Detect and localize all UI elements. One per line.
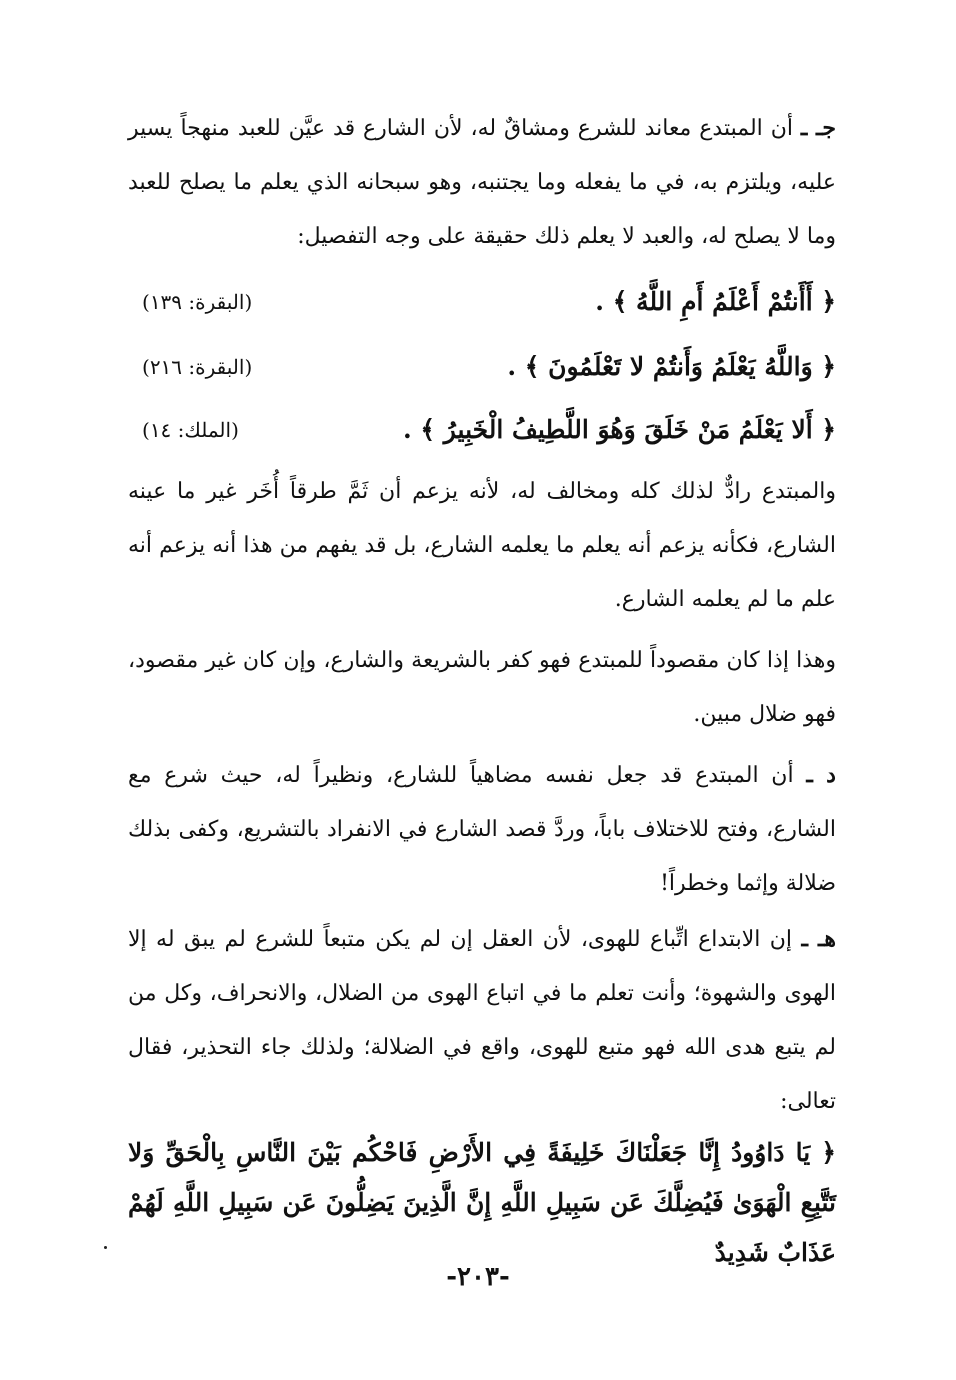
verse-row-1 [128,280,836,324]
verse-row-3 [128,408,836,452]
paragraph-marker-dal: د ـ [806,762,836,788]
paragraph-marker-jeem: جـ ـ [800,115,836,141]
paragraph-marker-ha: هـ ـ [801,926,836,952]
verse-row-2 [128,345,836,389]
verse-reference: (البقرة: ١٣٩) [142,290,253,314]
paragraph-jeem-text: أن المبتدع معاند للشرع ومشاقٌ له، لأن الشارع قد عيَّن للعبد منهجاً يسير عليه، ويلتزم به، في ما يفعله وما يجتنبه، وهو سبحانه الذي يعلم ما يصلح للعبد وما لا يصلح له، والعبد لا يعلم ذلك حقيقة على وجه التفصيل: [128,116,837,249]
paragraph-mubtadi [128,465,836,627]
scan-speck [104,1246,107,1249]
paragraph-hatha [128,634,836,742]
paragraph-jeem [128,101,836,264]
quran-verse: ﴿ وَاللَّهُ يَعْلَمُ وَأَنتُمْ لا تَعْلَمُونَ ﴾ . [507,352,836,381]
paragraph-hatha-text: وهذا إذا كان مقصوداً للمبتدع فهو كفر بالشريعة والشارع، وإن كان غير مقصود، فهو ضلال مبين. [128,648,836,727]
paragraph-dal-text: أن المبتدع قد جعل نفسه مضاهياً للشارع، ونظيراً له، حيث شرع مع الشارع، وفتح للاختلاف باباً، وردَّ قصد الشارع في الانفراد بالتشريع، وكفى بذلك ضلالة وإثما وخطراً! [128,763,836,896]
verse-reference: (البقرة: ٢١٦) [142,355,253,379]
paragraph-dal [128,748,836,911]
quran-verse: ﴿ أَلا يَعْلَمُ مَنْ خَلَقَ وَهُوَ اللَّطِيفُ الْخَبِيرُ ﴾ . [403,415,836,444]
page-number: -٢٠٣- [446,1262,510,1292]
verse-reference: (الملك: ١٤) [142,418,239,442]
closing-quran-verse: ﴿ يَا دَاوُودُ إِنَّا جَعَلْنَاكَ خَلِيفَةً فِي الأَرْضِ فَاحْكُم بَيْنَ النَّاسِ بِالْحَقِّ وَلا تَتَّبِعِ الْهَوَىٰ فَيُضِلَّكَ عَن سَبِيلِ اللَّهِ إِنَّ الَّذِينَ يَضِلُّونَ عَن سَبِيلِ اللَّهِ لَهُمْ عَذَابٌ شَدِيدٌ [128,1138,836,1267]
paragraph-ha-text: إن الابتداع اتِّباع للهوى، لأن العقل إن لم يكن متبعاً للشرع لم يبق له إلا الهوى والشهوة؛ وأنت تعلم ما في اتباع الهوى من الضلال، والانحراف، وكل من لم يتبع هدى الله فهو متبع للهوى، واقع في الضلالة؛ ولذلك جاء التحذير، فقال تعالى: [128,927,836,1114]
paragraph-mubtadi-text: والمبتدع رادٌّ لذلك كله ومخالف له، لأنه يزعم أن ثَمَّ طرقاً أُخَر غير ما عينه الشارع، فكأنه يزعم أنه يعلم ما يعلمه الشارع، بل قد يفهم من هذا أنه يزعم أنه علم ما لم يعلمه الشارع. [128,479,836,612]
paragraph-ha [128,912,836,1129]
quran-verse: ﴿ أَأَنتُمْ أَعْلَمُ أَمِ اللَّهُ ﴾ . [595,287,836,316]
